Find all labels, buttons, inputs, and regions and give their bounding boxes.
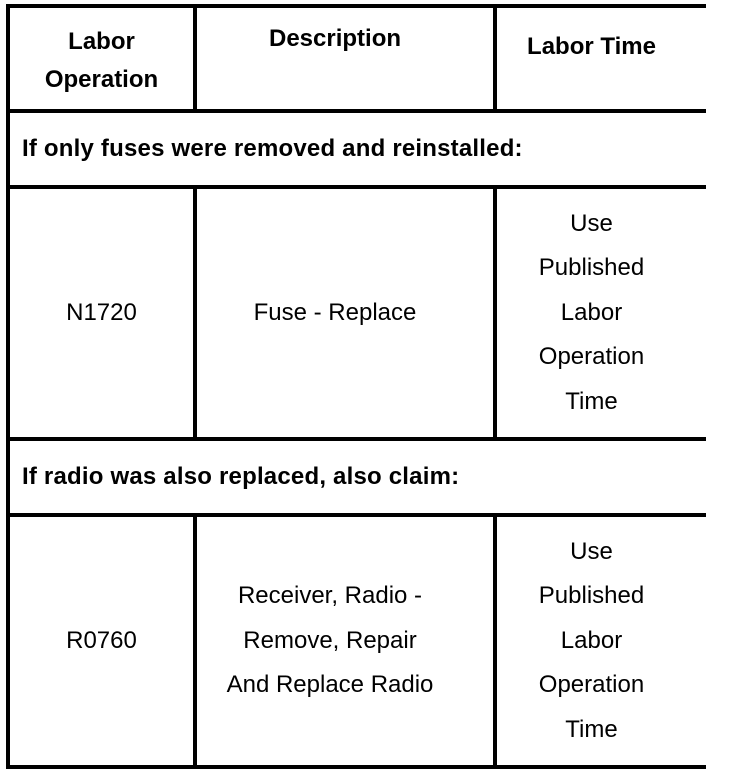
header-labor-operation-line2: Operation xyxy=(44,66,159,93)
row2-description-line1: Receiver, Radio - xyxy=(237,582,423,610)
row1-labor-time xyxy=(497,189,686,437)
section-title-radio xyxy=(10,441,704,513)
row2-time-line5: Time xyxy=(565,715,618,743)
section-title-fuses xyxy=(10,113,704,185)
row2-operation-code: R0760 xyxy=(66,626,137,654)
row1-description xyxy=(197,189,473,437)
table-border-bottom xyxy=(6,765,706,769)
row2-time-line3: Labor xyxy=(560,626,623,654)
header-description xyxy=(197,20,473,58)
row2-description xyxy=(197,517,463,765)
row2-time-line2: Published xyxy=(538,582,645,610)
row1-time-line2: Published xyxy=(538,254,645,282)
table-border-top xyxy=(6,4,706,8)
row1-time-line4: Operation xyxy=(538,343,645,371)
row2-time-line4: Operation xyxy=(538,671,645,699)
row2-operation xyxy=(10,517,193,765)
row1-time-line3: Labor xyxy=(560,298,623,326)
header-labor-operation xyxy=(10,23,193,99)
section-title-radio-text: If radio was also replaced, also claim: xyxy=(22,463,460,490)
row1-time-line5: Time xyxy=(565,387,618,415)
row1-operation-code: N1720 xyxy=(66,298,137,326)
header-labor-operation-line1: Labor xyxy=(68,28,135,55)
row1-time-line1: Use xyxy=(570,209,613,237)
header-labor-time xyxy=(497,28,686,66)
header-labor-time-text: Labor Time xyxy=(527,33,656,60)
row2-description-line2: Remove, Repair xyxy=(243,626,417,654)
section-title-fuses-text: If only fuses were removed and reinstalled: xyxy=(22,135,523,162)
row2-labor-time xyxy=(497,517,686,765)
row1-operation xyxy=(10,189,193,437)
row1-description-text: Fuse - Replace xyxy=(253,298,417,326)
row2-description-line3: And Replace Radio xyxy=(226,671,434,699)
header-description-text: Description xyxy=(268,25,402,52)
row2-time-line1: Use xyxy=(570,537,613,565)
